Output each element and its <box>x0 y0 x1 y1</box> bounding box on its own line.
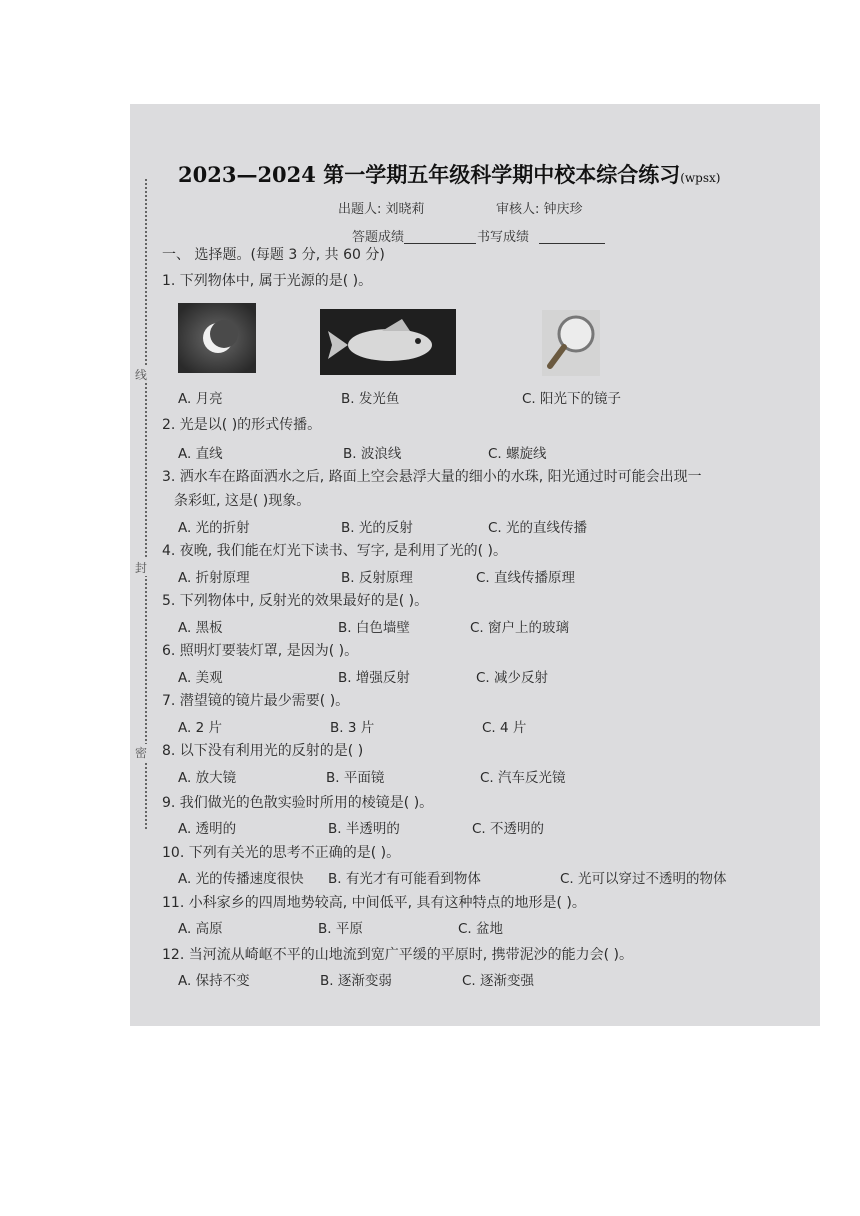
mirror-image <box>542 310 600 376</box>
q3-option-b[interactable]: B. 光的反射 <box>341 520 413 536</box>
question-10-stem: 10. 下列有关光的思考不正确的是( )。 <box>162 845 401 861</box>
writing-score-label: 书写成绩 <box>477 230 530 245</box>
q11-option-a[interactable]: A. 高原 <box>178 921 223 937</box>
reviewer-label: 审核人: <box>496 202 540 217</box>
setter-line <box>338 198 425 217</box>
q7-option-b[interactable]: B. 3 片 <box>330 720 375 736</box>
q7-option-a[interactable]: A. 2 片 <box>178 720 222 736</box>
question-3-stem: 3. 洒水车在路面洒水之后, 路面上空会悬浮大量的细小的水珠, 阳光通过时可能会出现一 <box>162 469 702 485</box>
q5-option-b[interactable]: B. 白色墙壁 <box>338 620 410 636</box>
writing-score-field <box>477 226 605 245</box>
question-2-stem: 2. 光是以( )的形式传播。 <box>162 417 322 433</box>
q11-option-b[interactable]: B. 平原 <box>318 921 363 937</box>
setter-label: 出题人: <box>338 202 382 217</box>
q12-option-a[interactable]: A. 保持不变 <box>178 973 250 989</box>
q8-option-a[interactable]: A. 放大镜 <box>178 770 237 786</box>
binding-mark-line: 线 <box>135 368 148 382</box>
title-text: 2023—2024 第一学期五年级科学期中校本综合练习 <box>178 162 681 187</box>
moon-image <box>178 303 256 373</box>
q10-option-b[interactable]: B. 有光才有可能看到物体 <box>328 871 481 887</box>
q8-option-c[interactable]: C. 汽车反光镜 <box>480 770 566 786</box>
reviewer-name: 钟庆珍 <box>543 202 583 217</box>
answer-score-field <box>352 226 476 245</box>
question-12-stem: 12. 当河流从崎岖不平的山地流到宽广平缓的平原时, 携带泥沙的能力会( )。 <box>162 947 633 963</box>
q5-option-c[interactable]: C. 窗户上的玻璃 <box>470 620 570 636</box>
q9-option-c[interactable]: C. 不透明的 <box>472 821 545 837</box>
exam-paper <box>130 104 820 1026</box>
q3-option-a[interactable]: A. 光的折射 <box>178 520 250 536</box>
question-5-stem: 5. 下列物体中, 反射光的效果最好的是( )。 <box>162 593 429 609</box>
q6-option-a[interactable]: A. 美观 <box>178 670 223 686</box>
exam-title <box>178 159 720 189</box>
q4-option-c[interactable]: C. 直线传播原理 <box>476 570 576 586</box>
q6-option-b[interactable]: B. 增强反射 <box>338 670 410 686</box>
q12-option-c[interactable]: C. 逐渐变强 <box>462 973 535 989</box>
q1-option-a[interactable]: A. 月亮 <box>178 391 223 407</box>
q4-option-a[interactable]: A. 折射原理 <box>178 570 250 586</box>
question-7-stem: 7. 潜望镜的镜片最少需要( )。 <box>162 693 350 709</box>
binding-dotted-line <box>145 179 147 829</box>
reviewer-line <box>496 198 583 217</box>
q5-option-a[interactable]: A. 黑板 <box>178 620 223 636</box>
q2-option-b[interactable]: B. 波浪线 <box>343 446 402 462</box>
section-1-title: 一、 选择题。(每题 3 分, 共 60 分) <box>162 247 385 263</box>
q4-option-b[interactable]: B. 反射原理 <box>341 570 413 586</box>
glowing-fish-image <box>320 309 456 375</box>
q1-option-b[interactable]: B. 发光鱼 <box>341 391 400 407</box>
q6-option-c[interactable]: C. 减少反射 <box>476 670 549 686</box>
q10-option-a[interactable]: A. 光的传播速度很快 <box>178 871 304 887</box>
q1-option-c[interactable]: C. 阳光下的镜子 <box>522 391 622 407</box>
question-6-stem: 6. 照明灯要装灯罩, 是因为( )。 <box>162 643 359 659</box>
question-4-stem: 4. 夜晚, 我们能在灯光下读书、写字, 是利用了光的( )。 <box>162 543 507 559</box>
q9-option-a[interactable]: A. 透明的 <box>178 821 237 837</box>
answer-score-blank[interactable] <box>404 231 476 244</box>
question-11-stem: 11. 小科家乡的四周地势较高, 中间低平, 具有这种特点的地形是( )。 <box>162 895 586 911</box>
q10-option-c[interactable]: C. 光可以穿过不透明的物体 <box>560 871 727 887</box>
q2-option-a[interactable]: A. 直线 <box>178 446 223 462</box>
q8-option-b[interactable]: B. 平面镜 <box>326 770 385 786</box>
title-code: (wpsx) <box>680 171 721 185</box>
q11-option-c[interactable]: C. 盆地 <box>458 921 504 937</box>
q2-option-c[interactable]: C. 螺旋线 <box>488 446 547 462</box>
binding-mark-seal: 封 <box>135 561 148 575</box>
q3-option-c[interactable]: C. 光的直线传播 <box>488 520 588 536</box>
setter-name: 刘晓莉 <box>385 202 425 217</box>
writing-score-blank[interactable] <box>539 231 605 244</box>
question-3-stem-cont: 条彩虹, 这是( )现象。 <box>174 493 311 509</box>
q9-option-b[interactable]: B. 半透明的 <box>328 821 400 837</box>
question-8-stem: 8. 以下没有利用光的反射的是( ) <box>162 743 364 759</box>
binding-mark-secret: 密 <box>135 746 148 760</box>
answer-score-label: 答题成绩 <box>352 230 405 245</box>
question-9-stem: 9. 我们做光的色散实验时所用的棱镜是( )。 <box>162 795 434 811</box>
question-1-stem: 1. 下列物体中, 属于光源的是( )。 <box>162 273 373 289</box>
q12-option-b[interactable]: B. 逐渐变弱 <box>320 973 392 989</box>
q7-option-c[interactable]: C. 4 片 <box>482 720 527 736</box>
